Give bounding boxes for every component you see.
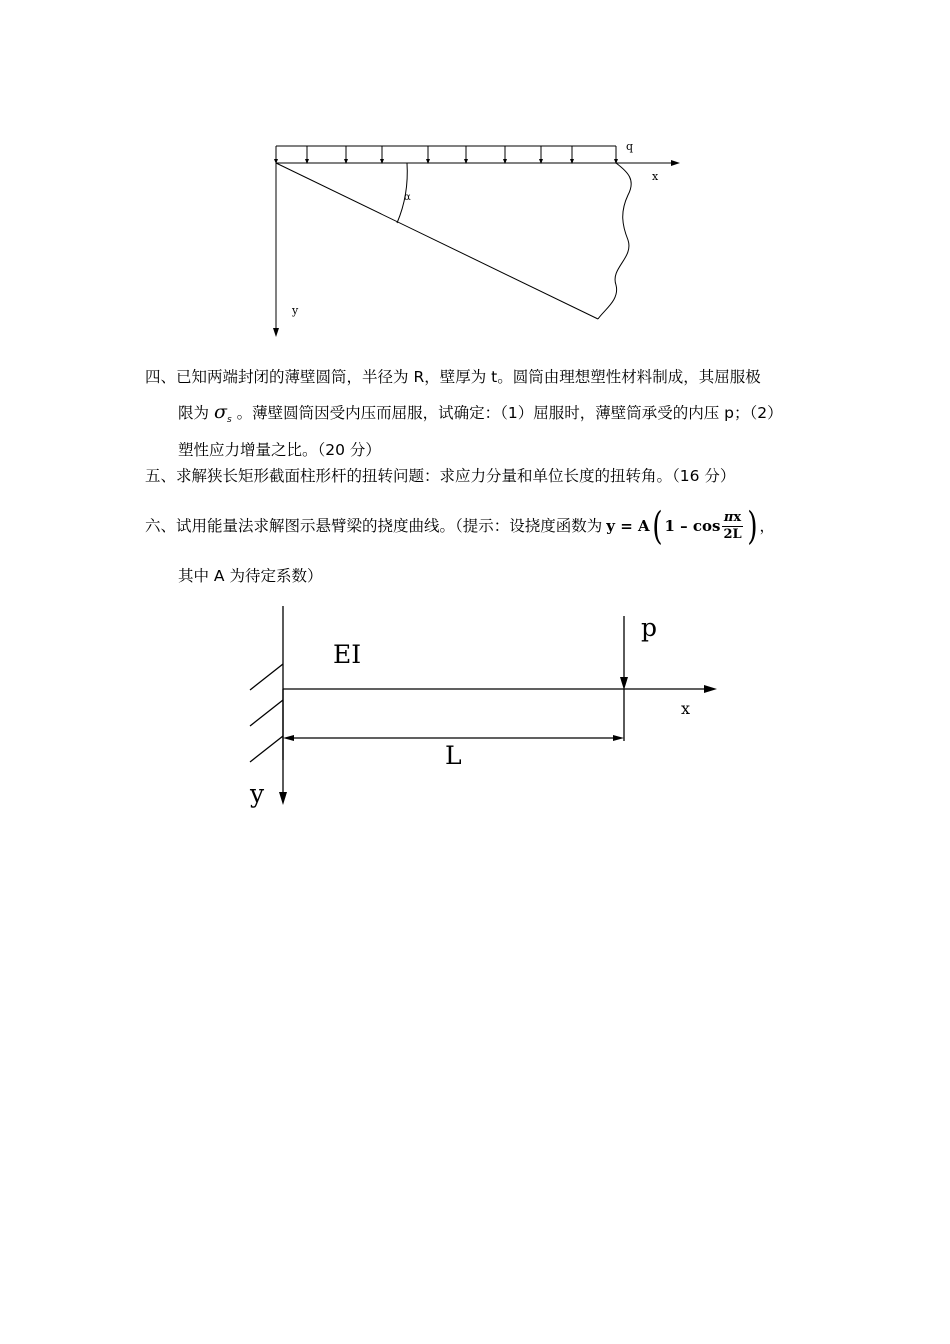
question-text: 求解狭长矩形截面柱形杆的扭转问题：求应力分量和单位长度的扭转角。（16 分） — [176, 467, 736, 485]
x-label: x — [652, 170, 659, 183]
l-label: L — [445, 741, 462, 770]
question-4-line-1 — [145, 367, 761, 387]
x-axis-arrowhead — [671, 160, 680, 166]
dimension-arrow-left — [283, 735, 294, 741]
break-line — [598, 163, 631, 319]
formula-fraction: $\frac{\pi x}{2L}$ — [723, 509, 742, 542]
ei-label: EI — [333, 640, 362, 669]
cantilever-diagram — [0, 590, 950, 850]
sigma-subscript: s — [226, 415, 232, 425]
q-label: q — [626, 140, 634, 153]
wedge-diagram — [0, 0, 950, 345]
question-text: 试用能量法求解图示悬臂梁的挠度曲线。（提示：设挠度函数为 — [176, 517, 603, 535]
question-number: 六、 — [145, 517, 177, 535]
question-number: 四、 — [145, 368, 177, 386]
wall-hatching — [250, 664, 283, 762]
y-label: y — [250, 779, 265, 808]
x-label: x — [681, 699, 691, 718]
question-6-line-1 — [145, 504, 775, 548]
y-axis-arrowhead — [273, 328, 279, 337]
question-5 — [145, 466, 735, 486]
alpha-label: α — [404, 192, 411, 203]
load-arrows — [276, 146, 616, 162]
slanted-edge — [276, 163, 598, 319]
x-axis-arrowhead — [704, 685, 717, 693]
question-4-line-2: 限为 $\sigma_s$ 。薄壁圆筒因受内压而屈服，试确定：（1）屈服时，薄壁筒承受的内压 p；（2） — [178, 401, 783, 425]
question-4-line-3: 塑性应力增量之比。（20 分） — [178, 441, 381, 459]
question-number: 五、 — [145, 467, 177, 485]
p-label: p — [641, 613, 658, 642]
y-label: y — [292, 304, 299, 317]
y-axis-arrowhead — [279, 792, 287, 805]
question-6-line-2: 其中 A 为待定系数） — [178, 567, 323, 585]
sigma-symbol: σ — [213, 401, 227, 423]
deflection-formula: y = A ( 1 – cos $\frac{\pi x}{2L}$ ) ， — [606, 504, 775, 548]
load-p-arrowhead — [620, 677, 628, 690]
question-text: 已知两端封闭的薄壁圆筒，半径为 R，壁厚为 t。圆筒由理想塑性材料制成，其屈服极 — [176, 368, 761, 386]
dimension-arrow-right — [613, 735, 624, 741]
